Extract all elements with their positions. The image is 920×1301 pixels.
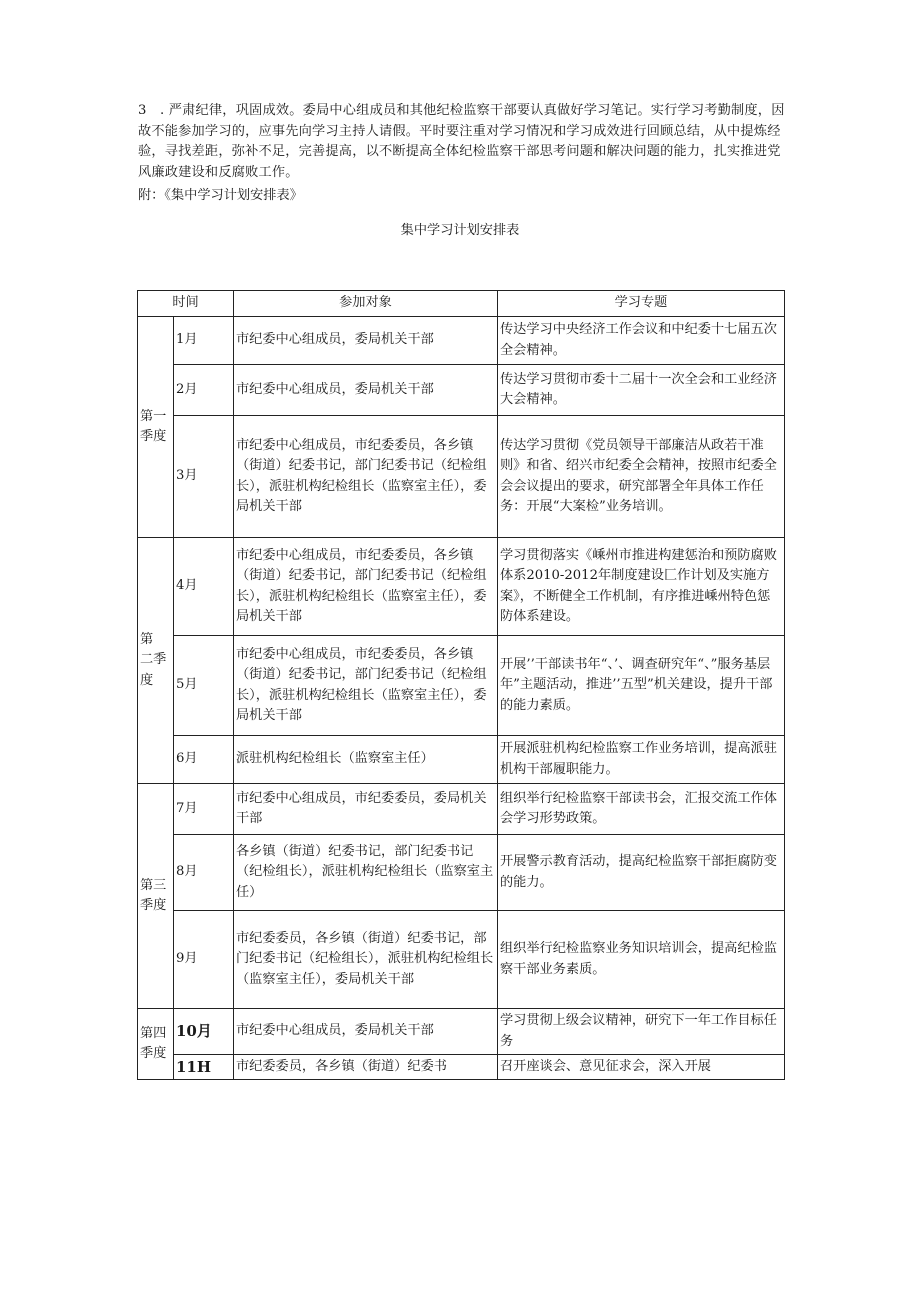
table-row bbox=[138, 1009, 785, 1055]
month-cell: 9月 bbox=[174, 911, 234, 1009]
table-row bbox=[138, 538, 785, 636]
topic-cell: 传达学习贯彻市委十二届十一次全会和工业经济大会精神。 bbox=[498, 365, 785, 416]
target-cell: 市纪委中心组成员，市纪委委员，各乡镇（街道）纪委书记，部门纪委书记（纪检组长），派驻机构纪检组长（监察室主任），委局机关干部 bbox=[234, 416, 498, 538]
topic-cell: 传达学习中央经济工作会议和中纪委十七届五次全会精神。 bbox=[498, 317, 785, 365]
month-cell: 4月 bbox=[174, 538, 234, 636]
table-row bbox=[138, 365, 785, 416]
topic-cell: 传达学习贯彻《党员领导干部廉洁从政若干准则》和省、绍兴市纪委全会精神，按照市纪委全会会议提出的要求，研究部署全年具体工作任务：开展“大案检”业务培训。 bbox=[498, 416, 785, 538]
month-cell: 10月 bbox=[174, 1009, 234, 1055]
target-cell: 市纪委中心组成员，委局机关干部 bbox=[234, 317, 498, 365]
table-row bbox=[138, 1055, 785, 1080]
month-cell: 11H bbox=[174, 1055, 234, 1080]
topic-cell: 组织举行纪检监察干部读书会，汇报交流工作体会学习形势政策。 bbox=[498, 784, 785, 835]
month-cell: 6月 bbox=[174, 736, 234, 784]
month-cell: 3月 bbox=[174, 416, 234, 538]
topic-cell: 学习贯彻上级会议精神，研究下一年工作目标任务 bbox=[498, 1009, 785, 1055]
topic-cell: 开展派驻机构纪检监察工作业务培训，提高派驻机构干部履职能力。 bbox=[498, 736, 785, 784]
intro-paragraph: 3 . 严肃纪律，巩固成效。委局中心组成员和其他纪检监察干部要认真做好学习笔记。实行学习考勤制度，因故不能参加学习的，应事先向学习主持人请假。平时要注重对学习情况和学习成效进行回顾总结，从中提炼经验，寻找差距，弥补不足，完善提高，以不断提高全体纪检监察干部思考问题和解决问题的能力，扎实推进党风廉政建设和反腐败工作。 bbox=[138, 103, 785, 180]
table-row bbox=[138, 416, 785, 538]
month-cell: 8月 bbox=[174, 835, 234, 911]
season-cell-q4: 第四季度 bbox=[138, 1009, 174, 1080]
target-cell: 市纪委中心组成员，市纪委委员，各乡镇（街道）纪委书记，部门纪委书记（纪检组长），派驻机构纪检组长（监察室主任），委局机关干部 bbox=[234, 538, 498, 636]
topic-cell: 开展’’干部读书年“、’、调查研究年“、”服务基层年”主题活动，推进’’五型”机关建设，提升干部的能力素质。 bbox=[498, 636, 785, 736]
header-topic: 学习专题 bbox=[498, 291, 785, 317]
attachment-note: 附：《集中学习计划安排表》 bbox=[138, 188, 303, 203]
header-time: 时间 bbox=[138, 291, 234, 317]
target-cell: 派驻机构纪检组长（监察室主任） bbox=[234, 736, 498, 784]
target-cell: 市纪委委员，各乡镇（街道）纪委书记，部门纪委书记（纪检组长），派驻机构纪检组长（监察室主任），委局机关干部 bbox=[234, 911, 498, 1009]
season-cell-q3: 第三季度 bbox=[138, 784, 174, 1009]
topic-cell: 学习贯彻落实《嵊州市推进构建惩治和预防腐败体系2010-2012年制度建设匚作计划及实施方案》，不断健全工作机制，有序推进嵊州特色惩防体系建设。 bbox=[498, 538, 785, 636]
season-cell-q2: 第 二季度 bbox=[138, 538, 174, 784]
target-cell: 市纪委委员，各乡镇（街道）纪委书 bbox=[234, 1055, 498, 1080]
target-cell: 市纪委中心组成员，市纪委委员，委局机关干部 bbox=[234, 784, 498, 835]
target-cell: 各乡镇（街道）纪委书记，部门纪委书记（纪检组长），派驻机构纪检组长（监察室主任） bbox=[234, 835, 498, 911]
table-row bbox=[138, 835, 785, 911]
header-target: 参加对象 bbox=[234, 291, 498, 317]
month-cell: 1月 bbox=[174, 317, 234, 365]
table-header-row bbox=[138, 291, 785, 317]
table-row bbox=[138, 317, 785, 365]
table-row bbox=[138, 784, 785, 835]
target-cell: 市纪委中心组成员，委局机关干部 bbox=[234, 1009, 498, 1055]
month-cell: 7月 bbox=[174, 784, 234, 835]
table-row bbox=[138, 636, 785, 736]
topic-cell: 组织举行纪检监察业务知识培训会，提高纪检监察干部业务素质。 bbox=[498, 911, 785, 1009]
topic-cell: 开展警示教育活动，提高纪检监察干部拒腐防变的能力。 bbox=[498, 835, 785, 911]
table-row bbox=[138, 911, 785, 1009]
study-schedule-table bbox=[137, 290, 785, 1080]
target-cell: 市纪委中心组成员，市纪委委员，各乡镇（街道）纪委书记，部门纪委书记（纪检组长），派驻机构纪检组长（监察室主任），委局机关干部 bbox=[234, 636, 498, 736]
table-title: 集中学习计划安排表 bbox=[400, 223, 520, 238]
month-cell: 2月 bbox=[174, 365, 234, 416]
target-cell: 市纪委中心组成员，委局机关干部 bbox=[234, 365, 498, 416]
month-cell: 5月 bbox=[174, 636, 234, 736]
table-row bbox=[138, 736, 785, 784]
season-cell-q1: 第一季度 bbox=[138, 317, 174, 538]
topic-cell: 召开座谈会、意见征求会，深入开展 bbox=[498, 1055, 785, 1080]
